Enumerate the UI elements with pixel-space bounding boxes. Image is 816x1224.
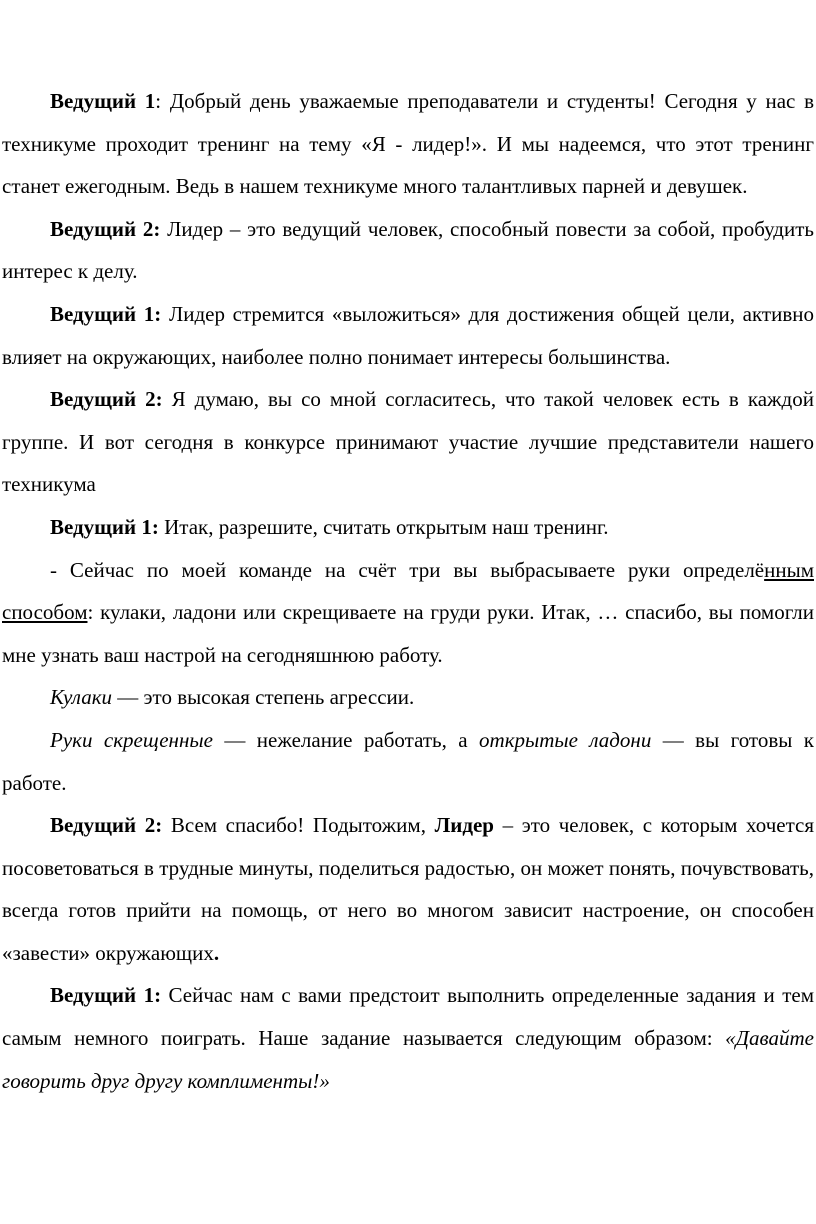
italic-task-title: «Давайте говорить друг другу комплименты!» xyxy=(2,1026,814,1093)
paragraph-text: – это человек, с которым хочется посоветоваться в трудные минуты, поделиться радостью, он может понять, почувствовать, всегда готов прийти на помощь, от него во многом зависит настроение, он способен «завести» окружающих xyxy=(2,813,814,965)
paragraph-1 xyxy=(2,80,814,208)
paragraph-6 xyxy=(2,549,814,677)
paragraph-text: Я думаю, вы со мной согласитесь, что такой человек есть в каждой группе. И вот сегодня в конкурсе принимают участие лучшие представители нашего техникума xyxy=(2,387,814,497)
speaker-label: Ведущий 2: xyxy=(50,387,163,412)
bold-term: Лидер xyxy=(434,813,494,838)
paragraph-8 xyxy=(2,719,814,804)
paragraph-text: — нежелание работать, а xyxy=(212,727,480,752)
paragraph-text: Итак, разрешите, считать открытым наш тренинг. xyxy=(158,514,609,539)
speaker-label: Ведущий 1: xyxy=(50,514,159,539)
bold-period: . xyxy=(213,940,220,965)
speaker-label: Ведущий 2: xyxy=(50,813,163,838)
paragraph-2 xyxy=(2,208,814,293)
underlined-text: нным способом xyxy=(2,557,814,625)
paragraph-text: — вы готовы к работе. xyxy=(2,727,814,795)
italic-term: Кулаки xyxy=(50,685,113,710)
paragraph-text: Лидер – это ведущий человек, способный повести за собой, пробудить интерес к делу. xyxy=(2,216,814,284)
paragraph-text: Добрый день уважаемые преподаватели и студенты! Сегодня у нас в техникуме проходит тренинг на тему «Я - лидер!». И мы надеемся, что этот тренинг станет ежегодным. Ведь в нашем техникуме много талантливых парней и девушек. xyxy=(2,89,814,199)
paragraph-text: - Сейчас по моей команде на счёт три вы выбрасываете руки определё xyxy=(50,557,765,582)
paragraph-3 xyxy=(2,293,814,378)
speaker-separator: : xyxy=(155,89,162,113)
paragraph-text: Лидер стремится «выложиться» для достижения общей цели, активно влияет на окружающих, наиболее полно понимает интересы большинства. xyxy=(2,301,814,369)
paragraph-text: — это высокая степень агрессии. xyxy=(112,685,415,710)
paragraph-7 xyxy=(2,676,814,719)
paragraph-4 xyxy=(2,378,814,506)
paragraph-5 xyxy=(2,506,814,549)
italic-term: открытые ладони xyxy=(479,727,652,752)
paragraph-10 xyxy=(2,974,814,1102)
paragraph-text: Сейчас нам с вами предстоит выполнить определенные задания и тем самым немного поиграть. Наше задание называется следующим образом: xyxy=(2,983,814,1051)
speaker-label: Ведущий 1: xyxy=(50,301,162,326)
speaker-label: Ведущий 1: xyxy=(50,983,162,1008)
paragraph-9 xyxy=(2,804,814,974)
paragraph-text: : кулаки, ладони или скрещиваете на груди руки. Итак, … спасибо, вы помогли мне узнать ваш настрой на сегодняшнюю работу. xyxy=(2,600,814,667)
paragraph-text: Всем спасибо! Подытожим, xyxy=(162,813,435,838)
italic-term: Руки скрещенные xyxy=(50,727,213,752)
speaker-label: Ведущий 1 xyxy=(50,89,156,113)
speaker-label: Ведущий 2: xyxy=(50,216,161,241)
